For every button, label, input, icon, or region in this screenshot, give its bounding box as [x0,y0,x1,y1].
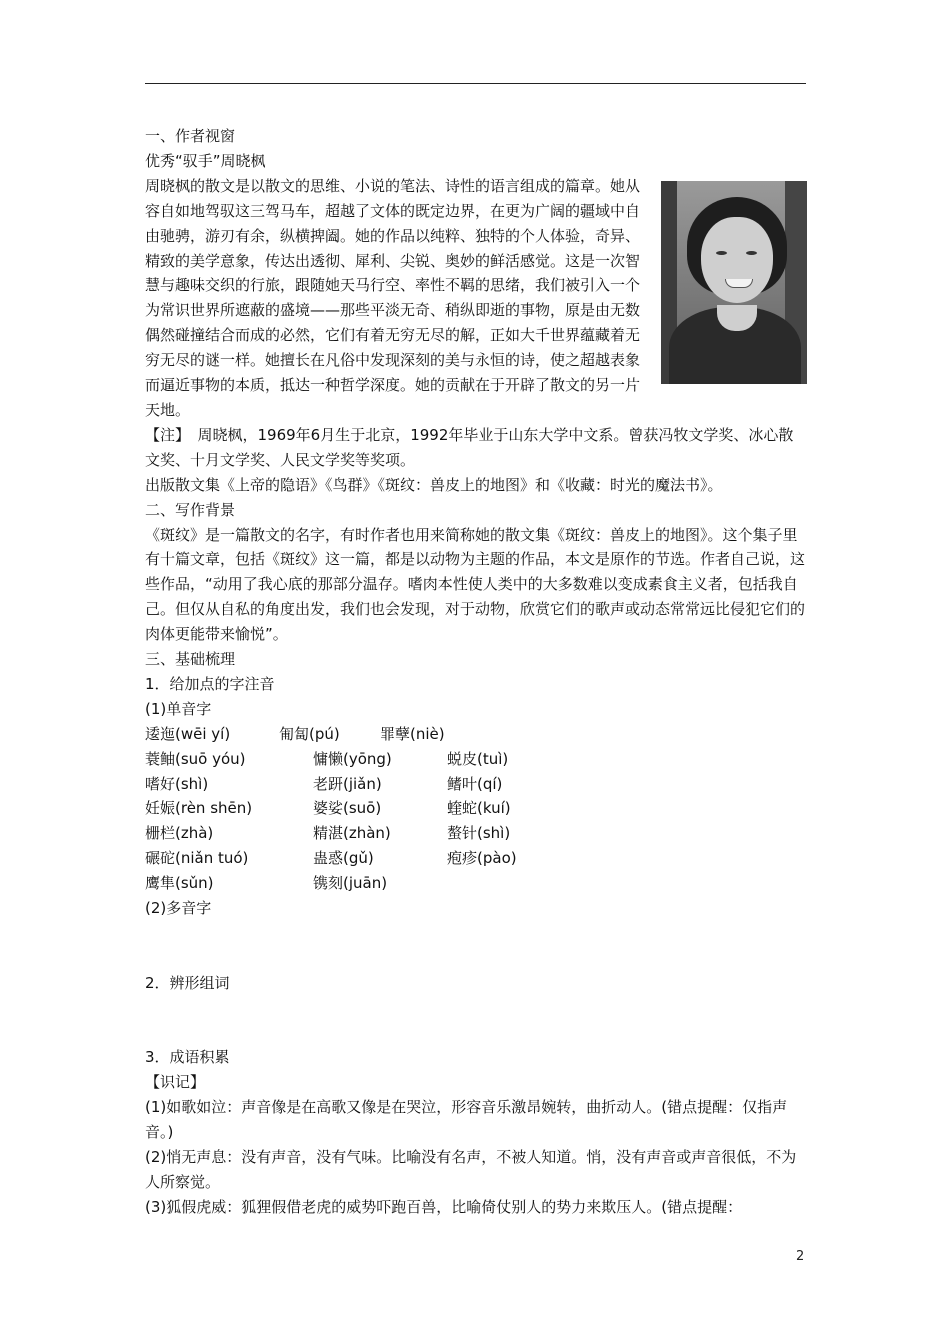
idiom-item: (3)狐假虎威：狐狸假借老虎的威势吓跑百兽，比喻倚仗别人的势力来欺压人。(错点提醒： [145,1197,743,1216]
section1-heading: 一、作者视窗 [145,127,236,145]
pinyin-cell: 蜕皮(tuì) [447,749,509,768]
author-intro-paragraph: 周晓枫的散文是以散文的思维、小说的笔法、诗性的语言组成的篇章。她从容自如地驾驭这三驾马车，超越了文体的既定边界，在更为广阔的疆域中自由驰骋，游刃有余，纵横捭阖。她的作品以纯粹、独特的个人体验，奇异、精致的美学意象，传达出透彻、犀利、尖锐、奥妙的鲜活感觉。这是一次智慧与趣味交织的行旅，跟随她天马行空、率性不羁的思绪，我们被引入一个为常识世界所遮蔽的盛境——那些平淡无奇、稍纵即逝的事物，原是由无数偶然碰撞结合而成的必然，它们有着无穷无尽的解，正如大千世界蕴藏着无穷无尽的谜一样。她擅长在凡俗中发现深刻的美与永恒的诗，使之超越表象而逼近事物的本质，抵达一种哲学深度。她的贡献在于开辟了散文的另一片天地。 [145,176,641,419]
publications-line: 出版散文集《上帝的隐语》《鸟群》《斑纹：兽皮上的地图》和《收藏：时光的魔法书》。 [145,475,723,494]
pinyin-cell: 匍匐(pú) [279,724,340,743]
pinyin-row [145,772,807,797]
pinyin-row [145,821,807,846]
section1-subheading: 优秀“驭手”周晓枫 [145,151,266,170]
pinyin-cell: 蓑鲉(suō yóu) [145,749,246,768]
pinyin-cell: 蝰蛇(kuí) [447,799,511,818]
pinyin-cell: 镌刻(juān) [313,874,388,893]
pinyin-cell: 嗜好(shì) [145,774,209,793]
multi-sound-heading: (2)多音字 [145,898,212,917]
pinyin-cell: 婆娑(suō) [313,799,382,818]
pinyin-cell: 妊娠(rèn shēn) [145,799,253,818]
pinyin-cell: 鳍叶(qí) [447,774,503,793]
pinyin-cell: 鹰隼(sǔn) [145,874,214,893]
pinyin-list [145,722,807,896]
author-note: 【注】 周晓枫，1969年6月生于北京，1992年毕业于山东大学中文系。曾获冯牧文学奖、冰心散文奖、十月文学奖、人民文学奖等奖项。 [145,425,794,469]
item1-heading: 1．给加点的字注音 [145,674,275,693]
section2-heading: 二、写作背景 [145,500,236,519]
pinyin-row [145,722,807,747]
idiom-item: (1)如歌如泣：声音像是在高歌又像是在哭泣，形容音乐激昂婉转，曲折动人。(错点提醒：仅指声音。) [145,1098,788,1142]
pinyin-row [145,747,807,772]
pinyin-cell: 逶迤(wēi yí) [145,724,231,743]
item2-heading: 2．辨形组词 [145,973,230,992]
pinyin-row [145,846,807,871]
item3-heading: 3．成语积累 [145,1048,230,1067]
idiom-item: (2)悄无声息：没有声音，没有气味。比喻没有名声，不被人知道。悄，没有声音或声音很低，不为人所察觉。 [145,1148,797,1191]
pinyin-cell: 碾砣(niǎn tuó) [145,849,249,868]
pinyin-row [145,871,807,896]
document-body [145,124,807,1220]
pinyin-cell: 螯针(shì) [447,824,511,843]
pinyin-cell: 慵懒(yōng) [313,749,392,768]
author-portrait-photo [661,181,807,384]
single-sound-heading: (1)单音字 [145,699,212,718]
memorize-mark: 【识记】 [145,1073,206,1092]
header-rule [145,83,806,84]
section3-heading: 三、基础梳理 [145,650,236,669]
pinyin-cell: 疱疹(pào) [447,849,517,868]
pinyin-cell: 蛊惑(gǔ) [313,849,374,868]
pinyin-cell: 罪孽(niè) [380,724,445,743]
pinyin-cell: 精湛(zhàn) [313,824,391,843]
pinyin-cell: 栅栏(zhà) [145,824,214,843]
background-paragraph: 《斑纹》是一篇散文的名字，有时作者也用来简称她的散文集《斑纹：兽皮上的地图》。这个集子里有十篇文章，包括《斑纹》这一篇，都是以动物为主题的作品，本文是原作的节选。作者自己说，这些作品，“动用了我心底的那部分温存。嗜肉本性使人类中的大多数难以变成素食主义者，包括我自己。但仅从自私的角度出发，我们也会发现，对于动物，欣赏它们的歌声或动态常常远比侵犯它们的肉体更能带来愉悦”。 [145,525,806,644]
pinyin-cell: 老趼(jiǎn) [313,774,382,793]
page-number: 2 [796,1249,805,1264]
pinyin-row [145,796,807,821]
